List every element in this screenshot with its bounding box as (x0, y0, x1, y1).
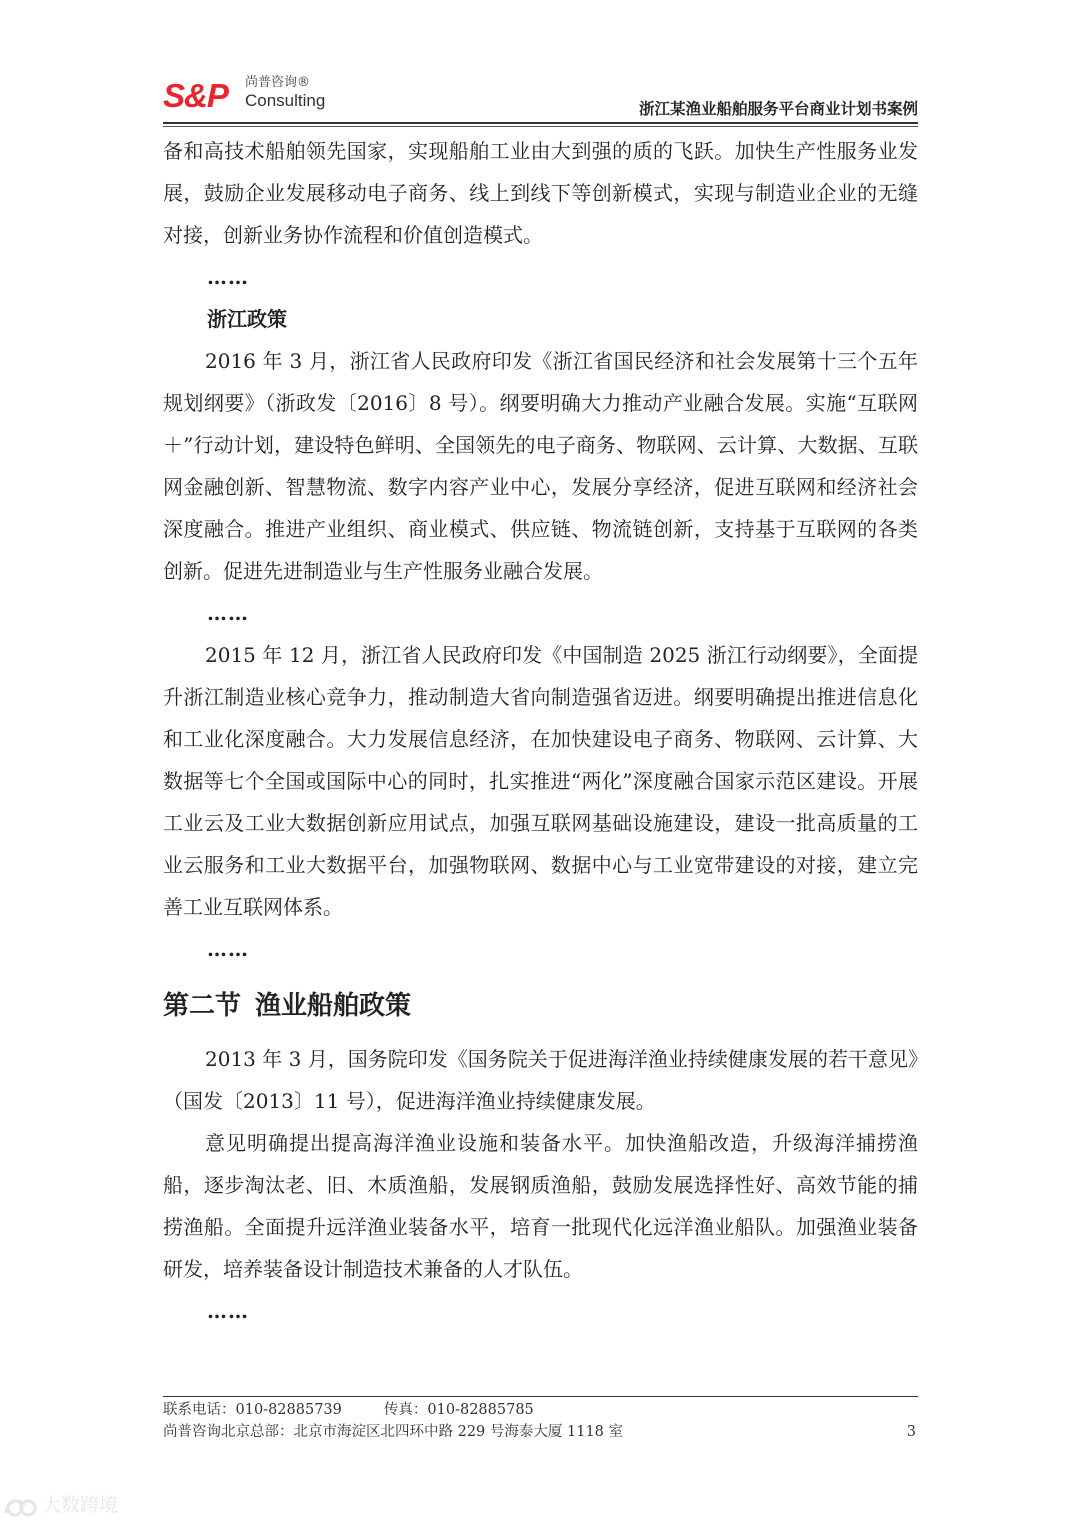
footer-contact-line (163, 1399, 918, 1421)
page-number: 3 (906, 1424, 916, 1440)
footer-address-line (163, 1421, 918, 1443)
ellipsis: …… (207, 265, 249, 289)
paragraph-fishery-equipment: 意见明确提出提高海洋渔业设施和装备水平。加快渔船改造，升级海洋捕捞渔船，逐步淘汰老、旧、木质渔船，发展钢质渔船，鼓励发展选择性好、高效节能的捕捞渔船。全面提升远洋渔业装备水平，培育一批现代化远洋渔业船队。加强渔业装备研发，培养装备设计制造技术兼备的人才队伍。 (163, 1131, 918, 1281)
document-title: 浙江某渔业船舶服务平台商业计划书案例 (638, 100, 918, 118)
page-footer (163, 1396, 918, 1443)
logo-chinese-name-text: 尚普咨询 (245, 75, 298, 90)
paragraph-zhejiang-made-in-china-2025: 2015 年 12 月，浙江省人民政府印发《中国制造 2025 浙江行动纲要》，全面提升浙江制造业核心竞争力，推动制造大省向制造强省迈进。纲要明确提出推进信息化和工业化深度融合。大力发展信息经济，在加快建设电子商务、物联网、云计算、大数据等七个全国或国际中心的同时，扎实推进“两化”深度融合国家示范区建设。开展工业云及工业大数据创新应用试点，加强互联网基础设施建设，建设一批高质量的工业云服务和工业大数据平台，加强物联网、数据中心与工业宽带建设的对接，建立完善工业互联网体系。 (163, 643, 918, 919)
watermark-text: 大数跨境 (42, 1494, 119, 1516)
zhejiang-policy-heading: 浙江政策 (207, 307, 287, 331)
ellipsis: …… (207, 937, 249, 961)
section-heading (163, 982, 918, 1030)
footer-phone: 联系电话：010-82885739 (163, 1402, 342, 1418)
paragraph-state-council-opinion: 2013 年 3 月，国务院印发《国务院关于促进海洋渔业持续健康发展的若干意见》（国发〔2013〕11 号），促进海洋渔业持续健康发展。 (163, 1047, 918, 1113)
watermark (2, 1490, 118, 1520)
ellipsis: …… (207, 601, 249, 625)
logo-chinese-name (245, 75, 310, 91)
section-number: 第二节 (163, 991, 242, 1021)
header-rule (163, 122, 918, 124)
page-content (163, 130, 918, 1332)
logo-registered-mark: ® (297, 75, 311, 90)
cross-border-logo-icon (2, 1495, 40, 1517)
logo-english-name: Consulting (245, 91, 326, 110)
logo-mark: S&P (163, 77, 228, 114)
section-title: 渔业船舶政策 (255, 991, 412, 1021)
footer-fax: 传真：010-82885785 (383, 1402, 534, 1418)
paragraph-zhejiang-13th-plan: 2016 年 3 月，浙江省人民政府印发《浙江省国民经济和社会发展第十三个五年规划纲要》（浙政发〔2016〕8 号）。纲要明确大力推动产业融合发展。实施“互联网＋”行动计划，建设特色鲜明、全国领先的电子商务、物联网、云计算、大数据、互联网金融创新、智慧物流、数字内容产业中心，发展分享经济，促进互联网和经济社会深度融合。推进产业组织、商业模式、供应链、物流链创新，支持基于互联网的各类创新。促进先进制造业与生产性服务业融合发展。 (163, 349, 918, 583)
header-rule-thin (163, 126, 918, 127)
footer-address: 尚普咨询北京总部：北京市海淀区北四环中路 229 号海泰大厦 1118 室 (163, 1424, 624, 1440)
page-header (163, 70, 918, 122)
ellipsis: …… (207, 1299, 249, 1323)
paragraph-continued: 备和高技术船舶领先国家，实现船舶工业由大到强的质的飞跃。加快生产性服务业发展，鼓励企业发展移动电子商务、线上到线下等创新模式，实现与制造业企业的无缝对接，创新业务协作流程和价值创造模式。 (163, 139, 918, 247)
